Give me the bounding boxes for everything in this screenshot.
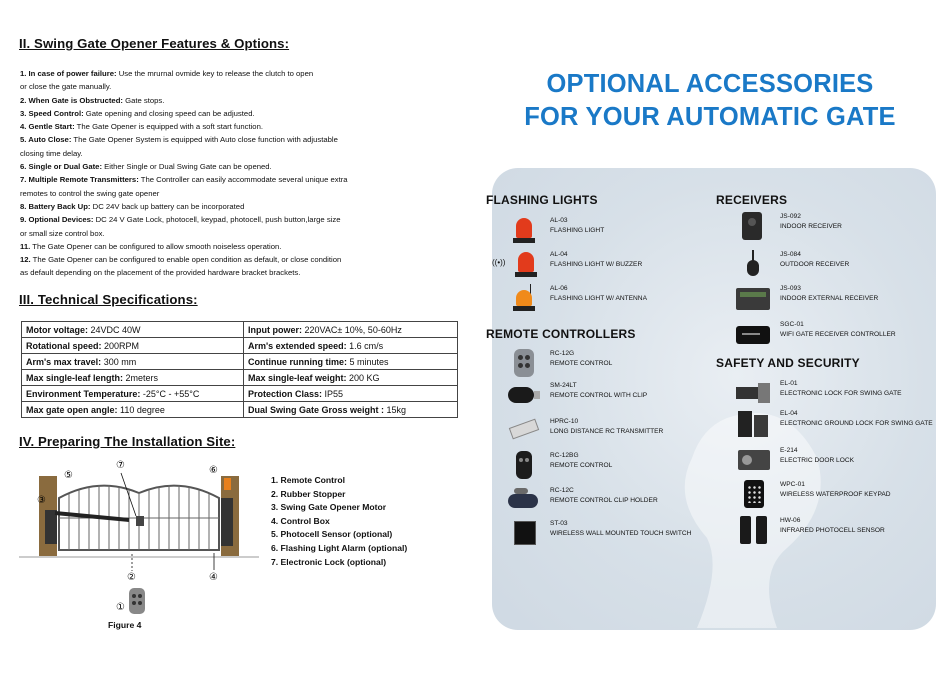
accessory-name: INFRARED PHOTOCELL SENSOR xyxy=(780,527,885,534)
feature-text: The Controller can easily accommodate several unique extra xyxy=(138,175,348,185)
accessory-item xyxy=(506,216,604,244)
feature-line xyxy=(20,187,460,200)
accessory-name: FLASHING LIGHT W/ ANTENNA xyxy=(550,295,647,302)
accessory-name: FLASHING LIGHT W/ BUZZER xyxy=(550,261,643,268)
accessory-text xyxy=(780,446,854,466)
spec-cell xyxy=(22,354,244,370)
accessory-name: REMOTE CONTROL WITH CLIP xyxy=(550,392,648,399)
accessory-code: JS-093 xyxy=(780,285,801,292)
feature-text: Gate opening and closing speed can be adjusted. xyxy=(83,108,255,118)
feature-line xyxy=(20,173,460,186)
feature-label: 9. Optional Devices: xyxy=(20,215,94,225)
spec-label: Dual Swing Gate Gross weight : xyxy=(248,404,385,415)
accessory-code: HPRC-10 xyxy=(550,418,579,425)
accessory-code: WPC-01 xyxy=(780,481,805,488)
accessory-text xyxy=(550,486,658,506)
rc-transmitter-icon xyxy=(506,417,542,445)
spec-row xyxy=(22,338,458,354)
accessory-name: WIRELESS WATERPROOF KEYPAD xyxy=(780,491,891,498)
spec-cell xyxy=(22,322,244,338)
feature-line xyxy=(20,107,460,120)
legend-item: 6. Flashing Light Alarm (optional) xyxy=(271,542,408,553)
category-flashing-lights: FLASHING LIGHTS xyxy=(486,193,598,207)
accessory-code: EL-01 xyxy=(780,380,798,387)
accessory-code: SGC-01 xyxy=(780,321,804,328)
accessory-name: INDOOR EXTERNAL RECEIVER xyxy=(780,295,879,302)
feature-label: 8. Battery Back Up: xyxy=(20,201,91,211)
section-4-title: IV. Preparing The Installation Site: xyxy=(19,434,236,449)
outdoor-receiver-icon xyxy=(736,250,772,278)
indoor-receiver-icon xyxy=(736,212,772,240)
spec-row xyxy=(22,354,458,370)
spec-cell xyxy=(22,386,244,402)
feature-text: Use the mrurnal ovmide key to release the clutch to open xyxy=(116,69,314,78)
figure-mark-3: ③ xyxy=(37,495,46,506)
accessory-name: ELECTRONIC LOCK FOR SWING GATE xyxy=(780,390,902,397)
accessory-code: AL-04 xyxy=(550,251,568,258)
accessory-text xyxy=(780,480,891,500)
accessories-title-line2: FOR YOUR AUTOMATIC GATE xyxy=(524,103,896,131)
feature-text: The Gate Opener System is equipped with Auto close function with adjustable xyxy=(71,135,338,145)
electronic-lock xyxy=(136,516,144,526)
accessory-name: LONG DISTANCE RC TRANSMITTER xyxy=(550,428,664,435)
legend-item: 1. Remote Control xyxy=(271,475,346,485)
section-2-title: II. Swing Gate Opener Features & Options: xyxy=(19,36,290,51)
accessory-code: ST-03 xyxy=(550,520,568,527)
touch-switch-icon xyxy=(506,519,542,547)
legend-item: 3. Swing Gate Opener Motor xyxy=(271,502,387,513)
spec-value: 200 KG xyxy=(346,372,380,383)
accessory-item xyxy=(506,486,658,514)
spec-value: 110 degree xyxy=(117,404,165,415)
spec-label: Continue running time: xyxy=(248,356,347,367)
accessory-text xyxy=(550,284,647,304)
accessory-item xyxy=(736,212,842,240)
spec-label: Protection Class: xyxy=(248,388,323,399)
accessory-item xyxy=(736,284,878,312)
spec-value: 24VDC 40W xyxy=(88,324,141,335)
accessory-name: ELECTRONIC GROUND LOCK FOR SWING GATE xyxy=(780,420,933,427)
feature-text: closing time delay. xyxy=(20,148,83,158)
spec-value: IP55 xyxy=(322,388,344,399)
accessory-name: ELECTRIC DOOR LOCK xyxy=(780,457,855,464)
accessory-code: RC-12G xyxy=(550,350,575,357)
feature-line xyxy=(20,120,460,133)
external-receiver-icon xyxy=(736,284,772,312)
spec-label: Arm's extended speed: xyxy=(248,340,347,351)
accessory-name: WIFI GATE RECEIVER CONTROLLER xyxy=(780,331,896,338)
accessory-name: REMOTE CONTROL xyxy=(550,360,613,367)
feature-label: 4. Gentle Start: xyxy=(20,122,75,132)
spec-cell xyxy=(22,370,244,386)
remote-black-icon xyxy=(506,451,542,479)
figure-legend xyxy=(271,474,407,569)
feature-text: DC 24V back up battery can be incorporated xyxy=(90,201,245,211)
accessory-item xyxy=(506,451,612,479)
feature-line xyxy=(20,253,460,266)
figure-caption: Figure 4 xyxy=(108,620,142,630)
feature-text: The Gate Opener can be configured to enable open condition as default, or close condition xyxy=(30,255,342,265)
accessory-name: WIRELESS WALL MOUNTED TOUCH SWITCH xyxy=(550,530,692,537)
feature-text: or close the gate manually. xyxy=(20,82,112,92)
door-lock-icon xyxy=(736,446,772,474)
spec-value: -25°C - +55°C xyxy=(140,388,200,399)
spec-cell xyxy=(244,354,458,370)
feature-line xyxy=(20,266,460,279)
spec-cell xyxy=(244,322,458,338)
ground-lock-icon xyxy=(736,409,772,437)
spec-value: 1.6 cm/s xyxy=(346,340,384,351)
watermark-text: ALTECH xyxy=(612,624,884,689)
legend-item: 2. Rubber Stopper xyxy=(271,488,346,499)
figure-mark-7: ⑦ xyxy=(116,460,125,471)
flashing-light-buzzer-icon: ((•)) xyxy=(506,250,542,278)
photocell-sensor-icon xyxy=(736,516,772,544)
accessory-item xyxy=(506,284,647,312)
remote-clip-holder-icon xyxy=(506,486,542,514)
flashing-light-icon xyxy=(506,216,542,244)
spec-label: Input power: xyxy=(248,324,302,335)
accessory-item xyxy=(736,250,849,278)
category-safety-security: SAFETY AND SECURITY xyxy=(716,356,860,370)
accessory-text xyxy=(550,519,691,539)
spec-row xyxy=(22,322,458,338)
spec-label: Motor voltage: xyxy=(26,324,88,335)
spec-cell xyxy=(244,402,458,418)
accessory-item xyxy=(736,379,902,407)
spec-value: 200RPM xyxy=(101,340,140,351)
accessory-text xyxy=(550,417,663,437)
accessory-text xyxy=(550,216,604,236)
accessory-item xyxy=(506,381,647,409)
feature-line xyxy=(20,227,460,240)
spec-cell xyxy=(22,338,244,354)
feature-line xyxy=(20,240,460,253)
spec-value: 2meters xyxy=(123,372,159,383)
motor-arm xyxy=(55,513,129,520)
accessory-item xyxy=(506,417,663,445)
flashing-light xyxy=(224,478,231,490)
accessory-item xyxy=(492,250,643,278)
accessory-text xyxy=(780,320,896,340)
spec-row xyxy=(22,370,458,386)
accessory-text xyxy=(780,212,842,232)
feature-text: remotes to control the swing gate opener xyxy=(20,188,160,198)
spec-cell xyxy=(244,338,458,354)
feature-text: The Gate Opener is equipped with a soft start function. xyxy=(74,122,263,132)
accessory-name: REMOTE CONTROL xyxy=(550,462,613,469)
accessory-name: REMOTE CONTROL CLIP HOLDER xyxy=(550,497,658,504)
right-page xyxy=(470,0,950,689)
control-box-right xyxy=(221,498,233,546)
accessory-text xyxy=(550,250,642,270)
control-box-left xyxy=(45,510,57,544)
spec-label: Max single-leaf length: xyxy=(26,372,124,383)
remote-control-icon xyxy=(129,588,145,614)
spec-cell xyxy=(22,402,244,418)
accessory-code: SM-24LT xyxy=(550,382,577,389)
feature-text: Gate stops. xyxy=(122,95,165,105)
features-list xyxy=(20,67,460,280)
feature-label: 11. xyxy=(20,241,31,251)
feature-label: 5. Auto Close: xyxy=(20,135,72,145)
feature-line xyxy=(20,160,460,173)
electronic-lock-icon xyxy=(736,379,772,407)
accessory-code: E-214 xyxy=(780,447,798,454)
legend-item: 7. Electronic Lock (optional) xyxy=(271,556,387,567)
feature-text: or small size control box. xyxy=(20,228,105,238)
spec-label: Max single-leaf weight: xyxy=(248,372,347,383)
legend-item: 4. Control Box xyxy=(271,515,330,526)
feature-text: DC 24 V Gate Lock, photocell, keypad, photocell, push button,large size xyxy=(93,215,341,225)
figure-mark-5: ⑤ xyxy=(64,470,73,481)
accessory-text xyxy=(550,349,612,369)
accessory-item xyxy=(506,519,691,547)
feature-label: 12. xyxy=(20,255,31,265)
spec-label: Max gate open angle: xyxy=(26,404,118,415)
figure-mark-2: ② xyxy=(127,572,136,583)
remote-clip-icon xyxy=(506,381,542,409)
spec-value: 15kg xyxy=(384,404,407,415)
accessory-code: RC-12C xyxy=(550,487,574,494)
feature-line xyxy=(20,200,460,213)
accessory-name: OUTDOOR RECEIVER xyxy=(780,261,850,268)
spec-value: 5 minutes xyxy=(347,356,389,367)
feature-line xyxy=(20,80,460,93)
spec-label: Environment Temperature: xyxy=(26,388,141,399)
accessory-text xyxy=(780,284,878,304)
accessory-text xyxy=(550,451,612,471)
section-3-title: III. Technical Specifications: xyxy=(19,292,198,307)
accessory-code: AL-06 xyxy=(550,285,568,292)
feature-line xyxy=(20,94,460,107)
feature-line xyxy=(20,133,460,146)
category-remote-controllers: REMOTE CONTROLLERS xyxy=(486,327,636,341)
category-receivers: RECEIVERS xyxy=(716,193,788,207)
installation-figure xyxy=(19,458,259,618)
spec-table xyxy=(21,321,458,418)
feature-line xyxy=(20,67,460,80)
accessory-code: JS-092 xyxy=(780,213,801,220)
spec-label: Arm's max travel: xyxy=(26,356,102,367)
accessory-code: RC-12BG xyxy=(550,452,579,459)
accessory-code: JS-084 xyxy=(780,251,801,258)
feature-text: as default depending on the placement of the provided hardware bracket brackets. xyxy=(20,268,301,278)
accessory-item xyxy=(736,446,854,474)
accessory-item xyxy=(736,320,896,348)
spec-row xyxy=(22,402,458,418)
spec-label: Rotational speed: xyxy=(26,340,102,351)
accessory-name: FLASHING LIGHT xyxy=(550,227,605,234)
accessory-item xyxy=(736,516,885,544)
accessory-name: INDOOR RECEIVER xyxy=(780,223,842,230)
feature-label: 7. Multiple Remote Transmitters: xyxy=(20,175,139,185)
figure-mark-6: ⑥ xyxy=(209,465,218,476)
accessories-title-line1: OPTIONAL ACCESSORIES xyxy=(546,70,874,98)
spec-value: 300 mm xyxy=(101,356,137,367)
spec-cell xyxy=(244,370,458,386)
remote-4-button-icon xyxy=(506,349,542,377)
legend-item: 5. Photocell Sensor (optional) xyxy=(271,529,393,540)
accessory-text xyxy=(780,516,885,536)
accessory-item xyxy=(736,480,891,508)
accessory-item xyxy=(736,409,933,437)
accessory-text xyxy=(780,409,933,429)
accessory-text xyxy=(780,250,849,270)
feature-text: Either Single or Dual Swing Gate can be opened. xyxy=(102,162,272,172)
flashing-light-antenna-icon xyxy=(506,284,542,312)
spec-cell xyxy=(244,386,458,402)
accessory-code: AL-03 xyxy=(550,217,568,224)
left-page xyxy=(0,0,470,671)
feature-label: 1. In case of power failure: xyxy=(20,69,117,78)
accessory-code: HW-06 xyxy=(780,517,801,524)
accessory-text xyxy=(780,379,902,399)
feature-text: The Gate Opener can be configured to allow smooth noiseless operation. xyxy=(30,241,282,251)
wifi-controller-icon xyxy=(736,320,772,348)
accessory-item xyxy=(506,349,612,377)
accessory-text xyxy=(550,381,647,401)
spec-value: 220VAC± 10%, 50-60Hz xyxy=(302,324,402,335)
spec-row xyxy=(22,386,458,402)
feature-line xyxy=(20,213,460,226)
figure-mark-4: ④ xyxy=(209,572,218,583)
figure-mark-1: ① xyxy=(116,602,125,613)
accessory-code: EL-04 xyxy=(780,410,798,417)
feature-label: 2. When Gate is Obstructed: xyxy=(20,95,123,105)
keypad-icon xyxy=(736,480,772,508)
feature-label: 3. Speed Control: xyxy=(20,108,84,118)
feature-label: 6. Single or Dual Gate: xyxy=(20,162,103,172)
feature-line xyxy=(20,147,460,160)
